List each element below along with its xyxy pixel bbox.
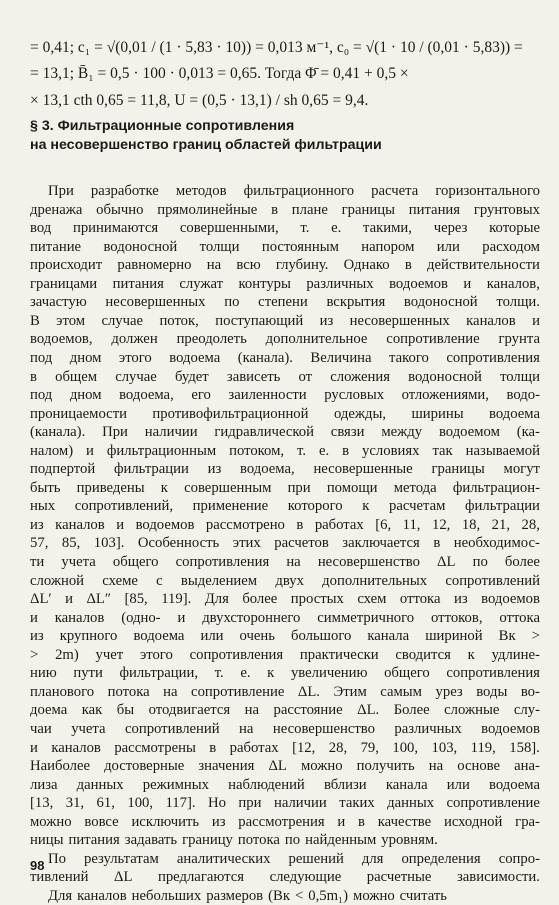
section-heading-line-1: § 3. Фильтрационные сопротивления bbox=[30, 118, 295, 134]
text-line: (канала). При наличии гидравлической связи между водоемом (ка- bbox=[30, 424, 540, 441]
formula-line: = 0,41; c₁ = √(0,01 / (1 · 5,83 · 10)) = 0,013 м⁻¹, c₀ = √(1 · 10 / (0,01 · 5,83)) = bbox=[30, 39, 523, 56]
text-line: можно вовсе исключить из рассмотрения и в качестве исходной гра- bbox=[30, 813, 540, 830]
text-line: проницаемости противофильтрационной одежды, ширины водоема bbox=[30, 405, 540, 422]
text-line: лиза данных режимных наблюдений вблизи канала или водоема bbox=[30, 776, 540, 793]
text-line: > 2m) учет этого сопротивления практически сводится к удлине- bbox=[30, 646, 540, 663]
section-heading-line-2: на несовершенство границ областей фильтрации bbox=[30, 137, 382, 153]
text-line: нию пути фильтрации, т. е. к увеличению общего сопротивления bbox=[30, 665, 540, 682]
text-line: планового потока на сопротивление ΔL. Этим самым урез воды во- bbox=[30, 683, 540, 700]
text-line: ΔL′ и ΔL″ [85, 119]. Для более простых схем оттока из водоемов bbox=[30, 591, 540, 608]
text-line: границами питания служат контуры различных водоемов и каналов, bbox=[30, 275, 540, 292]
text-line: из крупного водоема или очень большого канала шириной Bк > bbox=[30, 628, 540, 645]
text-line: быть приведены к совершенным при помощи метода фильтрацион- bbox=[30, 479, 540, 496]
text-line: 57, 85, 103]. Особенность этих расчетов заключается в необходимос- bbox=[30, 535, 540, 552]
text-line: ти учета общего сопротивления на несовершенство ΔL по более bbox=[30, 554, 540, 570]
text-line: под дном водоема, его заиленности русловых отложениями, водо- bbox=[30, 387, 540, 404]
text-line: в общем случае будет зависеть от сложения водоносной толщи bbox=[30, 368, 540, 385]
text-line: питание водоносной толщи постоянным напором или расходом bbox=[30, 238, 540, 255]
text-line: ных сопротивлений, применение которого к расчетам фильтрации bbox=[30, 498, 540, 515]
text-line: Наиболее достоверные значения ΔL можно получить на основе ана- bbox=[30, 758, 540, 775]
text-line: доема как бы отодвигается на расстояние ΔL. Более сложные слу- bbox=[30, 702, 540, 719]
text-line: Для каналов небольших размеров (Bк < 0,5m₁) можно считать bbox=[48, 887, 447, 904]
text-line: под дном этого водоема (канала). Величина такого сопротивления bbox=[30, 349, 540, 366]
text-line: дренажа обычно прямолинейные в плане границы питания грунтовых bbox=[30, 201, 540, 218]
formula-line: × 13,1 cth 0,65 = 11,8, U = (0,5 · 13,1) / sh 0,65 = 9,4. bbox=[30, 92, 369, 109]
text-line: зачастую несовершенных по степени вскрытия водоносной толщи. bbox=[30, 294, 540, 311]
text-line: водоемов, должен преодолеть дополнительное сопротивление грунта bbox=[30, 331, 540, 348]
text-line: налом) и фильтрационным потоком, т. е. в условиях так называемой bbox=[30, 442, 540, 459]
text-line: тивлений ΔL предлагаются следующие расчетные зависимости. bbox=[30, 869, 540, 886]
text-line: и каналов (одно- и двухстороннего симметричного оттоков, оттока bbox=[30, 609, 540, 626]
text-line: и каналов рассмотрены в работах [12, 28, 79, 100, 103, 119, 158]. bbox=[30, 739, 540, 756]
text-line: ницы питания задавать границу потока по найденным уровням. bbox=[30, 832, 438, 849]
text-line: [13, 31, 61, 100, 117]. Но при наличии таких данных сопротивление bbox=[30, 795, 540, 812]
text-line: По результатам аналитических решений для определения сопро- bbox=[48, 850, 540, 867]
text-line: происходит равномерно на всю глубину. Однако в действительности bbox=[30, 257, 540, 274]
text-line: При разработке методов фильтрационного расчета горизонтального bbox=[48, 183, 540, 199]
text-line: из каналов и водоемов рассмотрено в работах [6, 11, 12, 18, 21, 28, bbox=[30, 516, 540, 533]
text-line: В этом случае поток, поступающий из несовершенных каналов и bbox=[30, 312, 540, 329]
page-number: 98 bbox=[30, 858, 45, 873]
text-line: подпертой фильтрации из водоема, несовершенные границы могут bbox=[30, 461, 540, 478]
text-line: сложной схеме с выделением двух дополнительных сопротивлений bbox=[30, 572, 540, 589]
text-line: вод принимаются совершенными, т. е. такими, через которые bbox=[30, 220, 540, 237]
text-line: чаи учета сопротивлений на несовершенство различных водоемов bbox=[30, 720, 540, 737]
formula-line: = 13,1; B̄₁ = 0,5 · 100 · 0,013 = 0,65. Тогда Φ̄ = 0,41 + 0,5 × bbox=[30, 65, 409, 82]
